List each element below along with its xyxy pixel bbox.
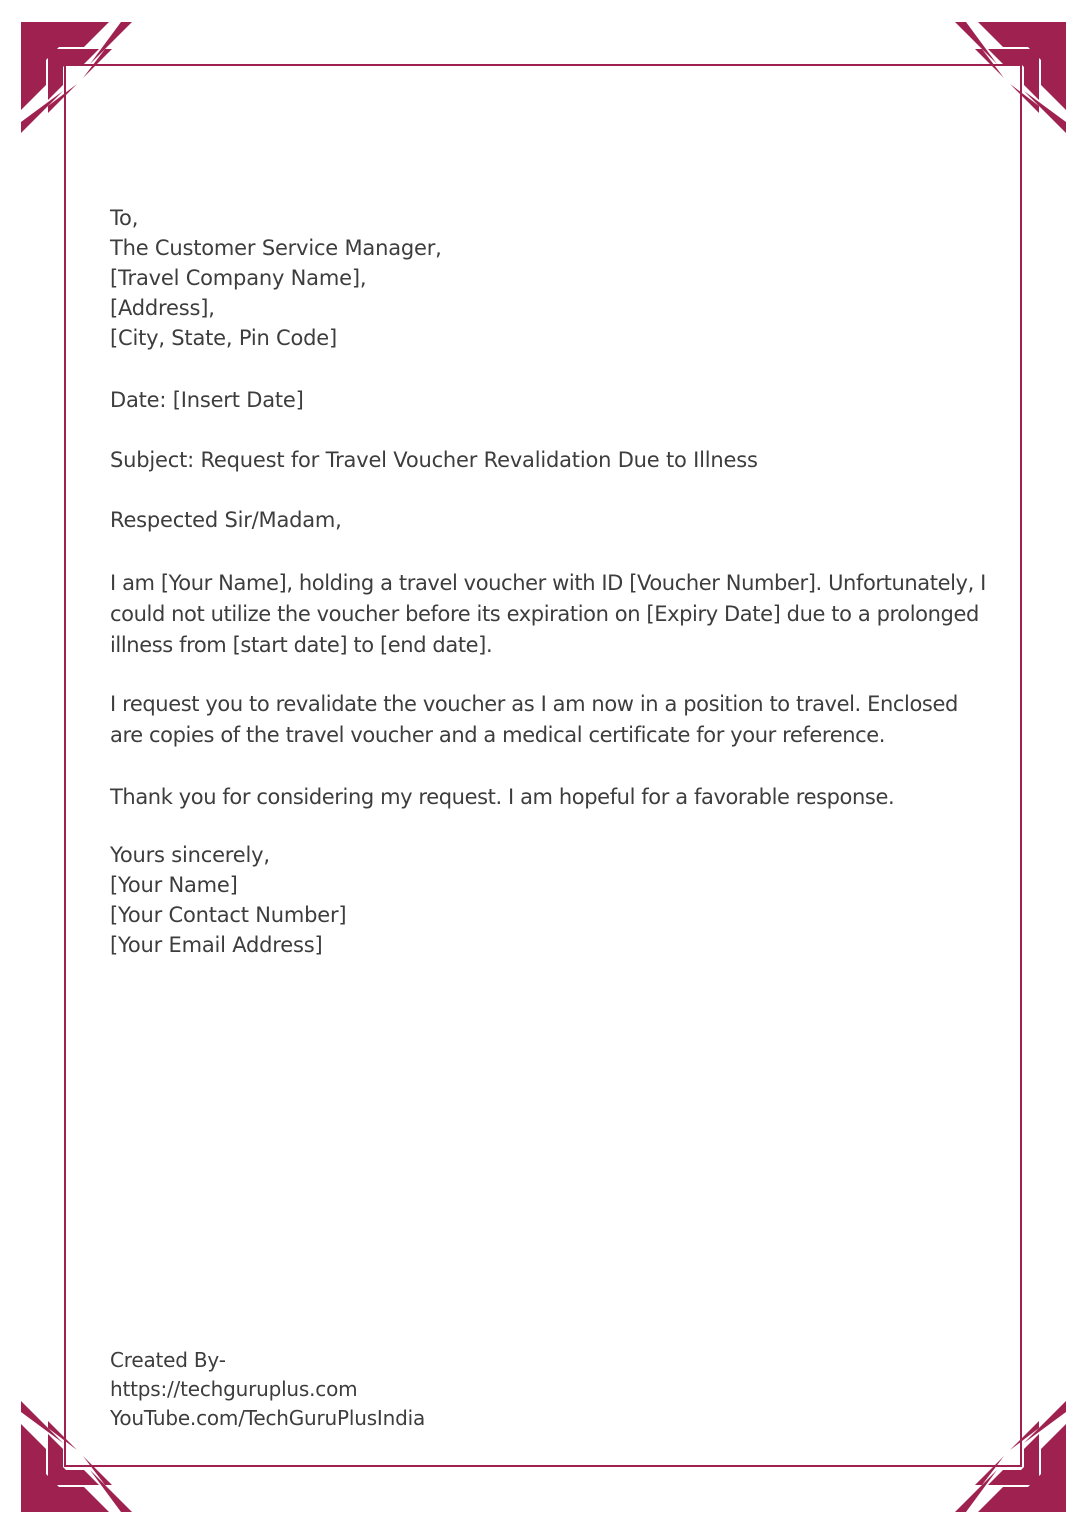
body-paragraph: I request you to revalidate the voucher as I am now in a position to travel. Enclosed are copies of the travel voucher and a medical certificate for your reference. [110,692,958,747]
body-paragraph: I am [Your Name], holding a travel voucher with ID [Voucher Number]. Unfortunately, I could not utilize the voucher before its expiration on [Expiry Date] due to a prolonged illness from [start date] to [end date]. [110,571,986,657]
recipient-line: [Address], [110,296,215,320]
footer-line: https://techguruplus.com [110,1377,358,1401]
footer-credit [110,1346,425,1433]
recipient-block [110,203,990,353]
recipient-line: [City, State, Pin Code] [110,326,338,350]
closing-line: Yours sincerely, [110,843,270,867]
subject-line: Subject: Request for Travel Voucher Revalidation Due to Illness [110,448,758,472]
corner-ornament-top-left-icon [21,22,133,134]
closing-block [110,840,990,960]
footer-line: Created By- [110,1348,226,1372]
footer-line: YouTube.com/TechGuruPlusIndia [110,1406,426,1430]
closing-line: [Your Contact Number] [110,903,347,927]
corner-ornament-top-right-icon [954,22,1066,134]
recipient-line: [Travel Company Name], [110,266,367,290]
salutation: Respected Sir/Madam, [110,508,342,532]
closing-line: [Your Email Address] [110,933,323,957]
recipient-line: To, [110,206,139,230]
letter-body [110,203,990,960]
corner-ornament-bottom-right-icon [954,1400,1066,1512]
closing-line: [Your Name] [110,873,238,897]
date-line: Date: [Insert Date] [110,388,304,412]
body-paragraph: Thank you for considering my request. I am hopeful for a favorable response. [110,785,895,809]
recipient-line: The Customer Service Manager, [110,236,442,260]
